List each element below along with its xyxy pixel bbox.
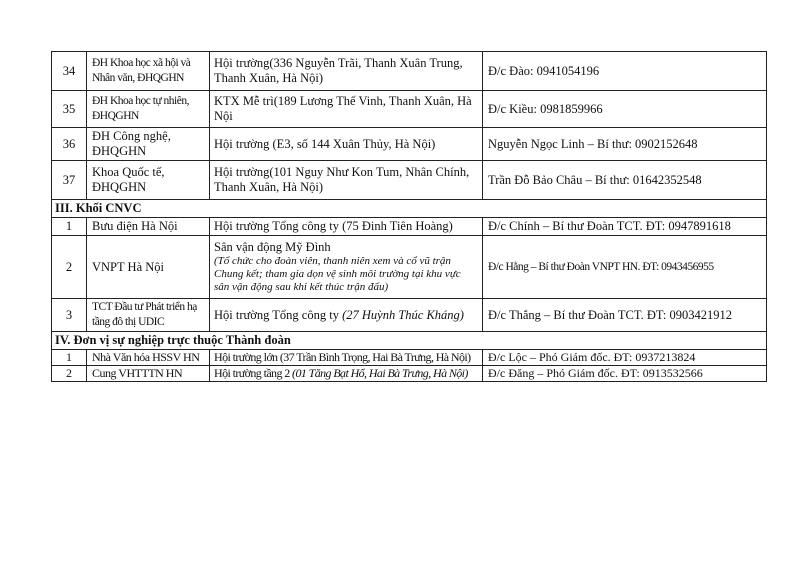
row-number: 36	[52, 128, 87, 161]
contact: Nguyễn Ngọc Linh – Bí thư: 0902152648	[483, 128, 767, 161]
venue: Hội trường(336 Nguyễn Trãi, Thanh Xuân Trung, Thanh Xuân, Hà Nội)	[210, 52, 483, 91]
unit-name: Khoa Quốc tế, ĐHQGHN	[87, 161, 210, 200]
table-row	[52, 91, 767, 128]
venue-table	[51, 51, 767, 382]
venue-address: (01 Tăng Bạt Hổ, Hai Bà Trưng, Hà Nội)	[292, 366, 468, 380]
table-row	[52, 161, 767, 200]
venue: KTX Mễ trì(189 Lương Thế Vinh, Thanh Xuân, Hà Nội	[210, 91, 483, 128]
row-number: 37	[52, 161, 87, 200]
contact: Đ/c Lộc – Phó Giám đốc. ĐT: 0937213824	[483, 350, 767, 366]
venue-name: Hội trường tầng 2	[214, 366, 293, 380]
row-number: 1	[52, 350, 87, 366]
venue	[210, 236, 483, 299]
unit-name: TCT Đầu tư Phát triển hạ tầng đô thị UDIC	[87, 299, 210, 332]
contact: Trần Đỗ Bảo Châu – Bí thư: 01642352548	[483, 161, 767, 200]
venue-name: Sân vận động Mỹ Đình	[214, 240, 331, 254]
contact: Đ/c Chính – Bí thư Đoàn TCT. ĐT: 0947891618	[483, 218, 767, 236]
row-number: 2	[52, 366, 87, 382]
unit-name: Nhà Văn hóa HSSV HN	[87, 350, 210, 366]
section-title: III. Khối CNVC	[52, 200, 767, 218]
contact: Đ/c Hằng – Bí thư Đoàn VNPT HN. ĐT: 0943456955	[483, 236, 767, 299]
row-number: 2	[52, 236, 87, 299]
row-number: 34	[52, 52, 87, 91]
contact: Đ/c Thắng – Bí thư Đoàn TCT. ĐT: 0903421912	[483, 299, 767, 332]
venue: Hội trường(101 Nguy Như Kon Tum, Nhân Chính, Thanh Xuân, Hà Nội)	[210, 161, 483, 200]
contact: Đ/c Đào: 0941054196	[483, 52, 767, 91]
unit-name: ĐH Công nghệ, ĐHQGHN	[87, 128, 210, 161]
venue	[210, 366, 483, 382]
venue: Hội trường lớn (37 Trần Bình Trọng, Hai Bà Trưng, Hà Nội)	[210, 350, 483, 366]
table-row	[52, 299, 767, 332]
venue: Hội trường Tổng công ty (75 Đinh Tiên Hoàng)	[210, 218, 483, 236]
unit-name: ĐH Khoa học xã hội và Nhân văn, ĐHQGHN	[87, 52, 210, 91]
table-row	[52, 236, 767, 299]
table-row	[52, 218, 767, 236]
row-number: 35	[52, 91, 87, 128]
venue: Hội trường (E3, số 144 Xuân Thủy, Hà Nội)	[210, 128, 483, 161]
table-row	[52, 350, 767, 366]
unit-name: Bưu điện Hà Nội	[87, 218, 210, 236]
table-row	[52, 52, 767, 91]
table-row	[52, 128, 767, 161]
contact: Đ/c Đăng – Phó Giám đốc. ĐT: 0913532566	[483, 366, 767, 382]
row-number: 1	[52, 218, 87, 236]
unit-name: ĐH Khoa học tự nhiên, ĐHQGHN	[87, 91, 210, 128]
section-header	[52, 332, 767, 350]
section-title: IV. Đơn vị sự nghiệp trực thuộc Thành đoàn	[52, 332, 767, 350]
venue	[210, 299, 483, 332]
unit-name: Cung VHTTTN HN	[87, 366, 210, 382]
venue-address: (27 Huỳnh Thúc Kháng)	[342, 307, 464, 322]
contact: Đ/c Kiều: 0981859966	[483, 91, 767, 128]
venue-name: Hội trường Tổng công ty	[214, 307, 343, 322]
venue-note: (Tổ chức cho đoàn viên, thanh niên xem và cổ vũ trận Chung kết; tham gia dọn vệ sinh môi trường tại khu vực sân vận động sau khi kết thúc trận đấu)	[214, 255, 461, 293]
section-header	[52, 200, 767, 218]
unit-name: VNPT Hà Nội	[87, 236, 210, 299]
table-row	[52, 366, 767, 382]
row-number: 3	[52, 299, 87, 332]
